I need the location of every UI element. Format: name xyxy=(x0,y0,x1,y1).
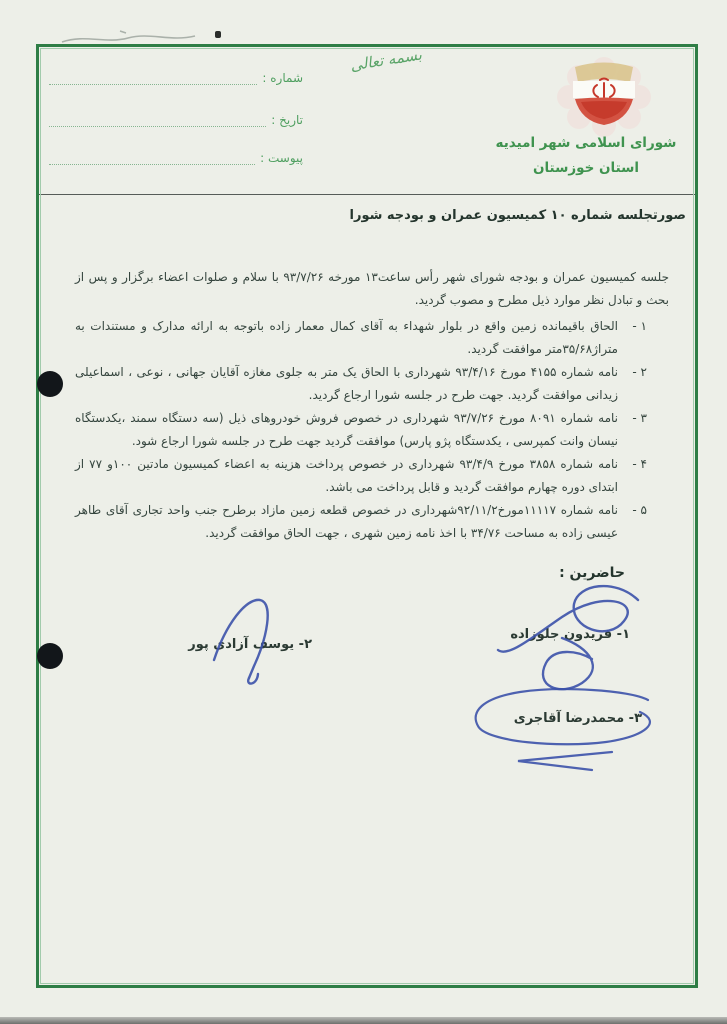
list-item-text: نامه شماره ۴۱۵۵ مورخ ۹۳/۴/۱۶ شهرداری با الحاق یک متر به جلوی مغازه آقایان جهانی ، نوعی ، اسماعیلی زیدانی موافقت گردید. جهت طرح در جلسه شورا ارجاع گردید. xyxy=(75,365,619,402)
list-item-text: نامه شماره ۳۸۵۸ مورخ ۹۳/۴/۹ شهرداری در خصوص پرداخت هزینه به اعضاء کمیسیون مادتین ۱۰۰و ۷۷ از ابتدای دوره چهارم موافقت گردید و قابل پرداخت می باشد. xyxy=(75,457,618,494)
attendee-name-3 xyxy=(514,711,642,726)
field-attachment-label: پیوست : xyxy=(260,151,303,165)
resolution-list xyxy=(75,315,647,545)
field-date-label: تاریخ : xyxy=(271,113,303,127)
document-body xyxy=(75,266,669,545)
organization-name-line2: استان خوزستان xyxy=(532,160,640,176)
list-item xyxy=(75,315,647,361)
list-item-number: ۴ - xyxy=(632,457,647,471)
list-item xyxy=(75,407,647,453)
attendee-name: فریدون جلوزاده xyxy=(510,627,613,642)
list-item-text: نامه شماره ۱۱۱۱۷مورخ۹۲/۱۱/۲شهرداری در خصوص قطعه زمین مازاد برطرح جنب واحد تجاری آقای طاهر عیسی زاده به مساحت ۳۴/۷۶ با اخذ نامه زمین شهری ، جهت الحاق موافقت گردید. xyxy=(75,503,618,540)
field-number xyxy=(49,71,303,85)
council-emblem-icon xyxy=(551,55,657,139)
list-item xyxy=(75,499,647,545)
list-item-text: الحاق باقیمانده زمین واقع در بلوار شهداء به آقای کمال معمار زاده باتوجه به ارائه مدارک و مستندات به متراژ۳۵/۶۸متر موافقت گردید. xyxy=(75,319,618,356)
attendee-number: ۱- xyxy=(616,627,630,642)
attendee-name-1 xyxy=(510,627,630,642)
list-item-number: ۵ - xyxy=(632,503,647,517)
field-date xyxy=(49,113,303,127)
header-divider xyxy=(39,194,695,195)
attendee-number: ۳- xyxy=(628,711,642,726)
list-item-text: نامه شماره ۸۰۹۱ مورخ ۹۳/۷/۲۶ شهرداری در خصوص فروش خودروهای ذیل (سه دستگاه سمند ،یکدستگاه نیسان وانت کمپرسی ، یکدستگاه پژو پارس) موافقت گردید جهت طرح در جلسه شورا ارجاع شود. xyxy=(75,411,618,448)
attendee-name-2 xyxy=(188,637,312,652)
field-date-dotted-line xyxy=(49,115,266,127)
field-number-dotted-line xyxy=(49,73,257,85)
attendee-name: یوسف آزادی پور xyxy=(188,637,295,652)
faint-handwriting-mark xyxy=(62,31,195,42)
field-number-label: شماره : xyxy=(262,71,303,85)
list-item-number: ۳ - xyxy=(632,411,647,425)
organization-name xyxy=(483,131,689,181)
intro-paragraph: جلسه کمیسیون عمران و بودجه شورای شهر رأس ساعت۱۳ مورخه ۹۳/۷/۲۶ با سلام و صلوات اعضاء برگزار و پس از بحث و تبادل نظر موارد ذیل مطرح و مصوب گردید. xyxy=(75,270,669,307)
field-attachment-dotted-line xyxy=(49,153,255,165)
attendee-number: ۲- xyxy=(298,637,312,652)
list-item-number: ۱ - xyxy=(632,319,647,333)
list-item-number: ۲ - xyxy=(632,365,647,379)
bismillah-calligraphy: بسمه تعالی xyxy=(348,45,424,75)
list-item xyxy=(75,361,647,407)
attendees-heading: حاضرین : xyxy=(559,565,625,581)
ink-dot xyxy=(215,31,221,38)
list-item xyxy=(75,453,647,499)
scanner-edge-shadow xyxy=(0,1017,727,1024)
field-attachment xyxy=(49,151,303,165)
attendee-name: محمدرضا آقاجری xyxy=(513,711,625,726)
document-title: صورتجلسه شماره ۱۰ کمیسیون عمران و بودجه شورا xyxy=(349,208,686,223)
organization-name-line1: شورای اسلامی شهر امیدیه xyxy=(495,135,677,151)
document-border-frame xyxy=(36,44,698,988)
